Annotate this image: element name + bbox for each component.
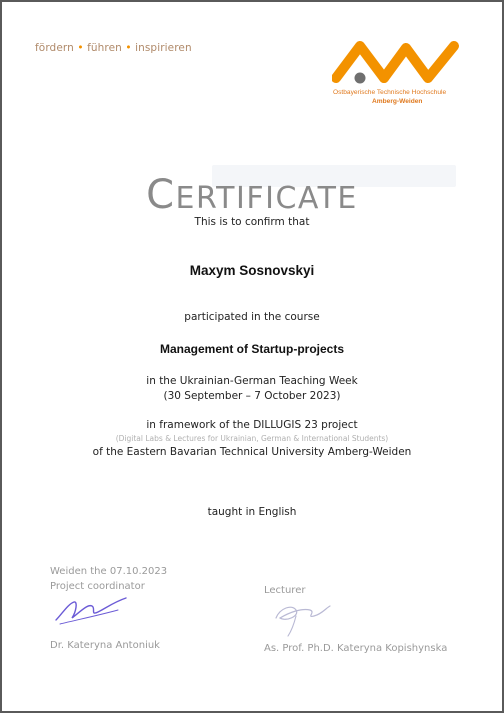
logo-line1: Ostbayerische Technische Hochschule [333,89,447,96]
title-rest: ERTIFICATE [175,181,358,216]
event-dates: (30 September – 7 October 2023) [163,390,341,402]
place-date: Weiden the 07.10.2023 [50,566,168,577]
tagline-separator: • [125,42,132,54]
language-text: taught in English [207,506,297,518]
tagline-word-3: inspirieren [135,42,192,54]
tagline-word-1: fördern [35,42,74,54]
project-full-name: (Digital Labs & Lectures for Ukrainian, German & International Students) [115,434,389,443]
recipient-name: Maxym Sosnovskyi [189,263,315,278]
event-text: in the Ukrainian-German Teaching Week [146,375,358,387]
tagline [35,42,192,54]
lecturer-name: As. Prof. Ph.D. Kateryna Kopishynska [264,643,448,654]
coordinator-name: Dr. Kateryna Antoniuk [50,640,160,651]
tagline-word-2: führen [87,42,122,54]
lecturer-signature [266,596,336,640]
participated-text: participated in the course [184,311,320,323]
confirm-text: This is to confirm that [194,216,310,228]
oth-logo [332,38,466,86]
course-title: Management of Startup-projects [159,342,345,356]
title-initial: C [146,172,176,218]
coordinator-signature [52,594,132,628]
certificate-page [2,2,502,711]
certificate-title [2,172,502,218]
lecturer-role: Lecturer [264,585,306,596]
tagline-separator: • [77,42,84,54]
coordinator-role: Project coordinator [50,581,145,592]
university-text: of the Eastern Bavarian Technical University Amberg-Weiden [92,446,412,458]
framework-text: in framework of the DILLUGIS 23 project [146,419,358,431]
logo-line2: Amberg-Weiden [372,98,423,105]
